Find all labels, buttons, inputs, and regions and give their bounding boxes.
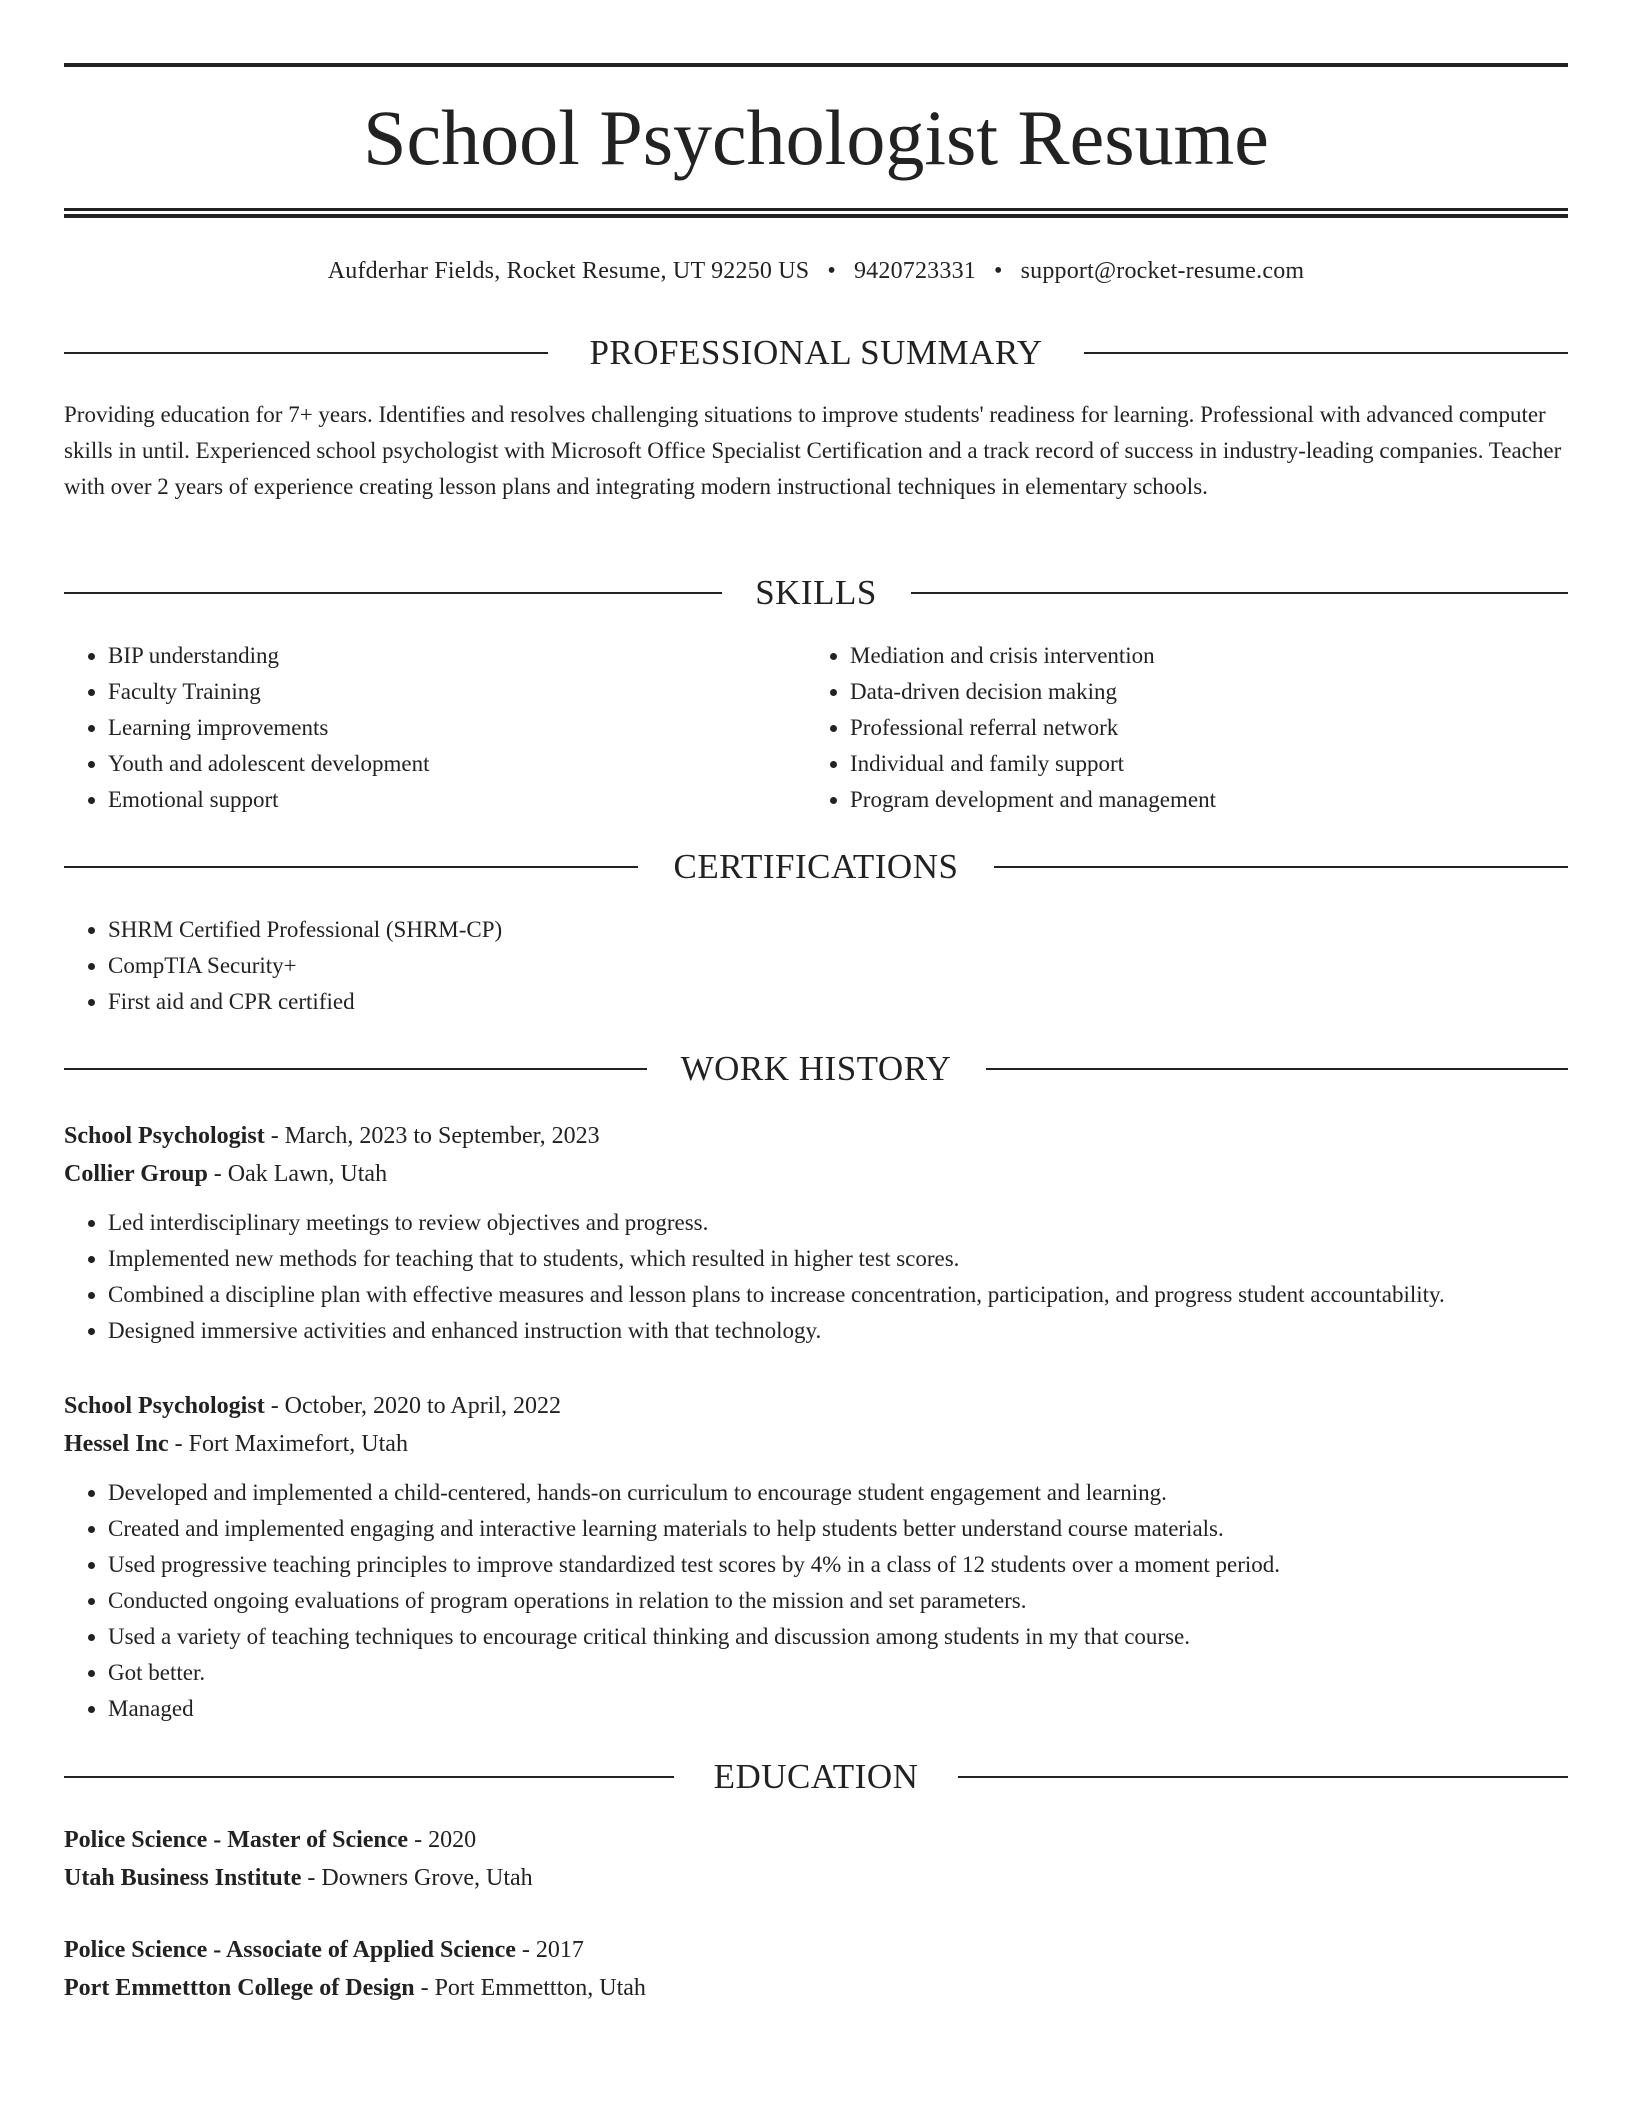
education-school: Port Emmettton College of Design	[64, 1975, 415, 2001]
contact-line	[64, 253, 1568, 289]
job-title-line	[64, 1117, 1568, 1155]
job-company: Collier Group	[64, 1161, 208, 1187]
certifications-list	[64, 912, 1568, 1020]
heading-rule-right	[911, 592, 1568, 594]
education-degree-line	[64, 1821, 1568, 1859]
job-company-line	[64, 1425, 1568, 1463]
header-double-rule	[64, 208, 1568, 218]
job-bullet: • Used a variety of teaching techniques to encourage critical thinking and discussion among students in my that course.	[108, 1619, 1568, 1655]
education-entry	[64, 1931, 1568, 2007]
skill-item: • Data-driven decision making	[850, 674, 1568, 710]
certification-item: • CompTIA Security+	[108, 948, 1568, 984]
skills-list-left	[64, 638, 804, 818]
job-bullet: • Got better.	[108, 1655, 1568, 1691]
job-bullet: • Conducted ongoing evaluations of program operations in relation to the mission and set parameters.	[108, 1583, 1568, 1619]
contact-email[interactable]: support@rocket-resume.com	[1020, 258, 1305, 284]
skills-list-right	[806, 638, 1568, 818]
education-school: Utah Business Institute	[64, 1865, 302, 1891]
skill-item: • Program development and management	[850, 782, 1568, 818]
resume-title: School Psychologist Resume	[363, 94, 1269, 181]
job-bullet: • Created and implemented engaging and interactive learning materials to help students better understand course materials.	[108, 1511, 1568, 1547]
education-entry	[64, 1821, 1568, 1897]
job-bullet: • Combined a discipline plan with effective measures and lesson plans to increase concentration, participation, and progress student accountability.	[108, 1277, 1568, 1313]
skill-item: • Emotional support	[108, 782, 804, 818]
header-top-rule	[64, 63, 1568, 67]
contact-separator: •	[827, 258, 836, 284]
skill-item: • Professional referral network	[850, 710, 1568, 746]
job-company: Hessel Inc	[64, 1431, 169, 1457]
skill-item: • Youth and adolescent development	[108, 746, 804, 782]
job-dates: - March, 2023 to September, 2023	[264, 1123, 600, 1149]
heading-rule-right	[1084, 352, 1568, 354]
certifications-heading	[64, 845, 1568, 889]
job-bullet: • Developed and implemented a child-centered, hands-on curriculum to encourage student engagement and learning.	[108, 1475, 1568, 1511]
education-school-line	[64, 1859, 1568, 1897]
job-company-line	[64, 1155, 1568, 1193]
education-year: - 2017	[515, 1937, 584, 1963]
job-entry	[64, 1117, 1568, 1349]
work-history-heading-label: WORK HISTORY	[680, 1049, 952, 1088]
contact-phone: 9420723331	[853, 258, 976, 284]
skill-item: • Faculty Training	[108, 674, 804, 710]
job-title: School Psychologist	[64, 1123, 265, 1149]
skills-heading-label: SKILLS	[755, 573, 877, 612]
contact-address: Aufderhar Fields, Rocket Resume, UT 92250 US	[327, 258, 810, 284]
education-location: - Port Emmettton, Utah	[414, 1975, 646, 2001]
job-bullet: • Led interdisciplinary meetings to review objectives and progress.	[108, 1205, 1568, 1241]
certification-item: • SHRM Certified Professional (SHRM-CP)	[108, 912, 1568, 948]
job-bullet: • Implemented new methods for teaching that to students, which resulted in higher test scores.	[108, 1241, 1568, 1277]
skill-item: • BIP understanding	[108, 638, 804, 674]
job-title: School Psychologist	[64, 1393, 265, 1419]
education-degree: Police Science - Master of Science	[64, 1827, 409, 1853]
job-title-line	[64, 1387, 1568, 1425]
education-year: - 2020	[408, 1827, 477, 1853]
certifications-heading-label: CERTIFICATIONS	[673, 847, 959, 886]
education-heading-label: EDUCATION	[713, 1757, 919, 1796]
heading-rule-right	[958, 1776, 1568, 1778]
summary-heading-label: PROFESSIONAL SUMMARY	[589, 333, 1043, 372]
job-bullet: • Designed immersive activities and enhanced instruction with that technology.	[108, 1313, 1568, 1349]
job-bullet: • Used progressive teaching principles to improve standardized test scores by 4% in a class of 12 students over a moment period.	[108, 1547, 1568, 1583]
skills-heading	[64, 571, 1568, 615]
summary-text: Providing education for 7+ years. Identifies and resolves challenging situations to improve students' readiness for learning. Professional with advanced computer skills in until. Experienced school psychologist with Microsoft Office Specialist Certification and a track record of success in industry-leading companies. Teacher with over 2 years of experience creating lesson plans and integrating modern instructional techniques in elementary schools.	[64, 402, 1562, 499]
skill-item: • Learning improvements	[108, 710, 804, 746]
job-bullets	[64, 1205, 1568, 1349]
education-degree: Police Science - Associate of Applied Science	[64, 1937, 516, 1963]
education-location: - Downers Grove, Utah	[301, 1865, 533, 1891]
heading-rule-right	[994, 866, 1568, 868]
job-entry	[64, 1387, 1568, 1727]
job-location: - Fort Maximefort, Utah	[168, 1431, 408, 1457]
education-school-line	[64, 1969, 1568, 2007]
certification-item: • First aid and CPR certified	[108, 984, 1568, 1020]
skill-item: • Mediation and crisis intervention	[850, 638, 1568, 674]
job-bullet: • Managed	[108, 1691, 1568, 1727]
summary-heading	[64, 331, 1568, 375]
skill-item: • Individual and family support	[850, 746, 1568, 782]
contact-separator: •	[993, 258, 1003, 284]
education-heading	[64, 1755, 1568, 1799]
job-bullets	[64, 1475, 1568, 1727]
job-dates: - October, 2020 to April, 2022	[264, 1393, 562, 1419]
heading-rule-right	[986, 1068, 1568, 1070]
work-history-heading	[64, 1047, 1568, 1091]
education-degree-line	[64, 1931, 1568, 1969]
job-location: - Oak Lawn, Utah	[207, 1161, 388, 1187]
